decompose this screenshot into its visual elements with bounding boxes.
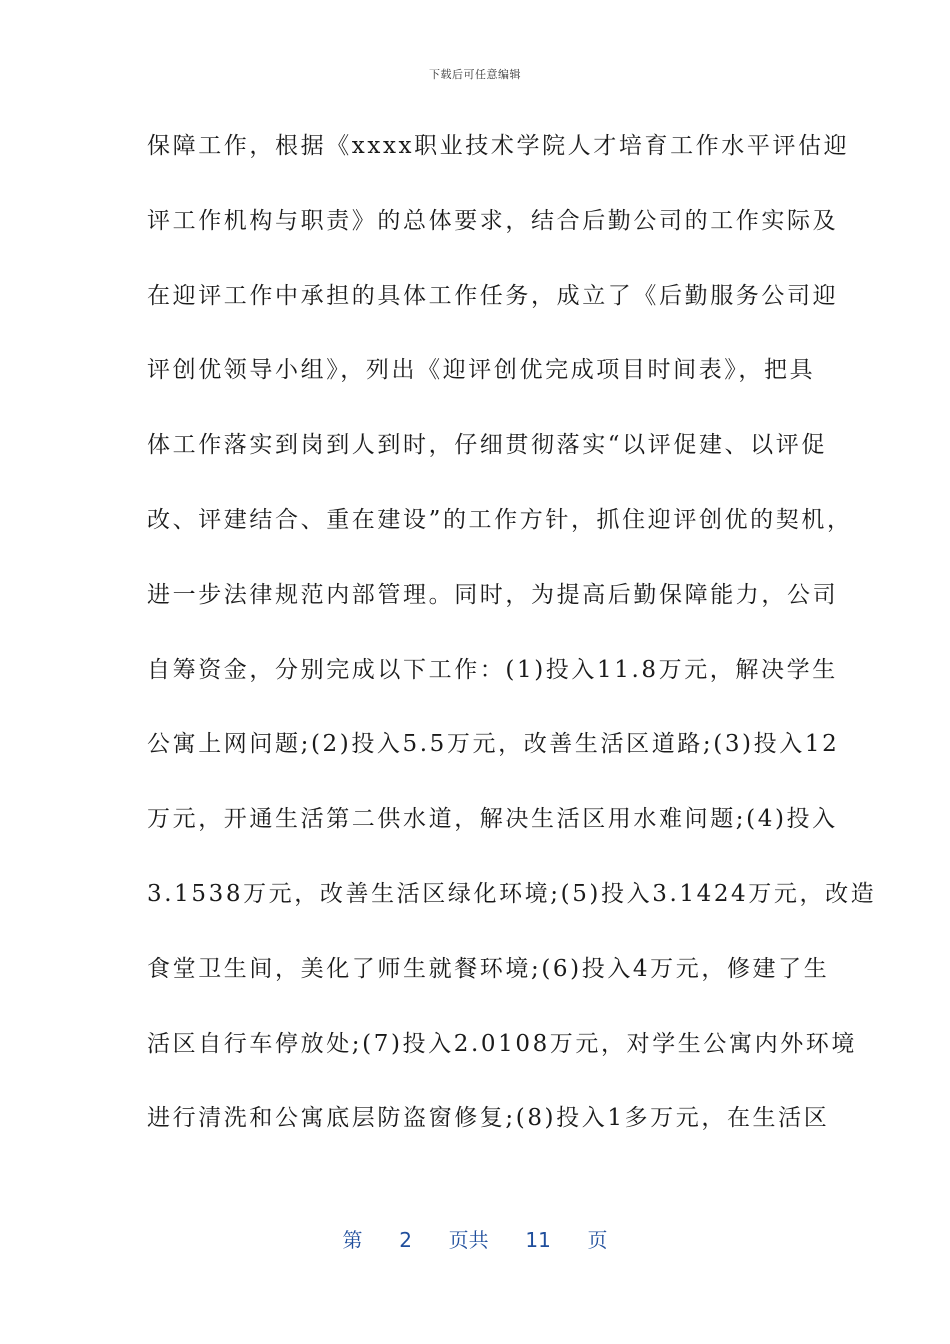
paragraph-line: 保障工作，根据《xxxx职业技术学院人才培育工作水平评估迎: [147, 133, 850, 159]
paragraph-line: 自筹资金，分别完成以下工作：(1)投入11.8万元，解决学生: [147, 656, 838, 683]
paragraph-line: 评创优领导小组》，列出《迎评创优完成项目时间表》，把具: [147, 357, 816, 384]
total-pages: 11: [525, 1228, 551, 1252]
paragraph-line: 进行清洗和公寓底层防盗窗修复;(8)投入1多万元，在生活区: [147, 1105, 830, 1132]
paragraph-line: 体工作落实到岗到人到时，仔细贯彻落实“以评促建、以评促: [147, 432, 827, 459]
footer-suffix: 页: [587, 1228, 608, 1252]
paragraph-line: 在迎评工作中承担的具体工作任务，成立了《后勤服务公司迎: [147, 282, 839, 309]
paragraph-line: 活区自行车停放处;(7)投入2.0108万元，对学生公寓内外环境: [147, 1030, 858, 1057]
paragraph-line: 食堂卫生间，美化了师生就餐环境;(6)投入4万元，修建了生: [147, 955, 830, 982]
footer-middle: 页共: [448, 1228, 489, 1252]
paragraph-line: 进一步法律规范内部管理。同时，为提高后勤保障能力，公司: [147, 581, 839, 608]
paragraph-line: 万元，开通生活第二供水道，解决生活区用水难问题;(4)投入: [147, 806, 838, 833]
paragraph-line: 公寓上网问题;(2)投入5.5万元，改善生活区道路;(3)投入12: [147, 731, 840, 758]
paragraph-line: 3.1538万元，改善生活区绿化环境;(5)投入3.1424万元，改造: [147, 880, 877, 907]
current-page-number: 2: [399, 1228, 412, 1252]
document-body: [147, 120, 877, 1167]
footer-prefix: 第: [342, 1228, 363, 1252]
paragraph-line: 评工作机构与职责》的总体要求，结合后勤公司的工作实际及: [147, 207, 839, 234]
page-footer: [0, 1224, 950, 1253]
page-header: 下载后可任意编辑: [429, 68, 521, 81]
paragraph-line: 改、评建结合、重在建设”的工作方针，抓住迎评创优的契机，: [147, 506, 853, 533]
